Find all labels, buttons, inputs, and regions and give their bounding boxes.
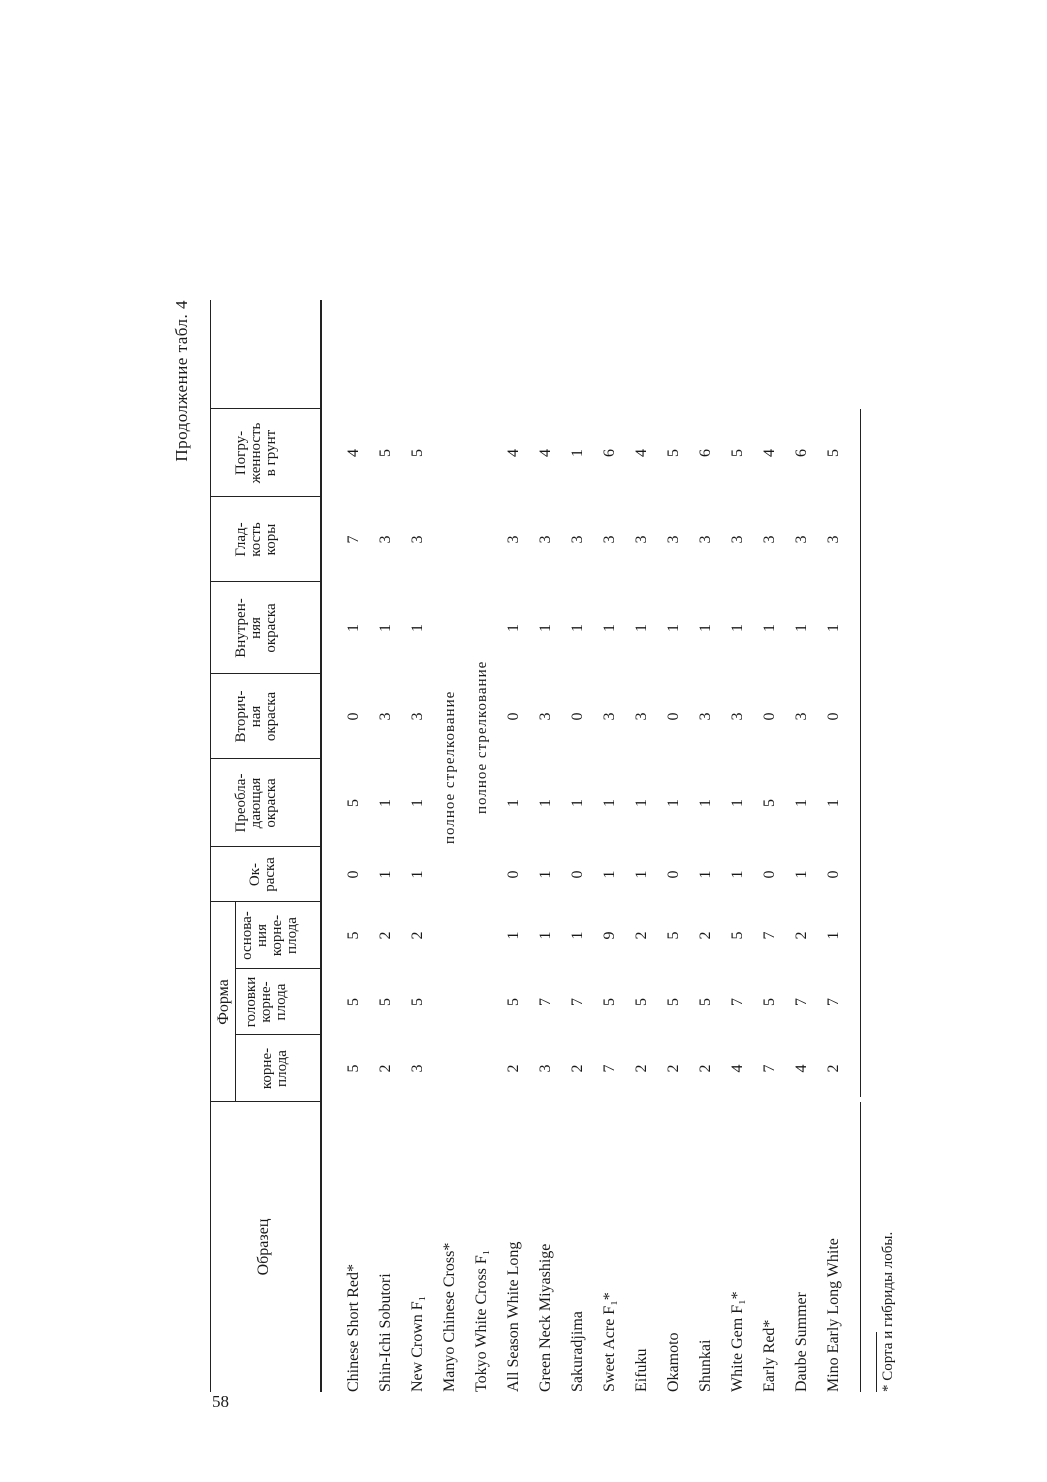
- value-internal: 1: [569, 624, 586, 632]
- value-predominant: 1: [793, 799, 810, 807]
- value-base: 5: [345, 931, 362, 940]
- value-okraska: 0: [505, 870, 522, 879]
- value-smoothness: 3: [825, 535, 842, 544]
- value-okraska: 0: [569, 870, 586, 879]
- value-head: 7: [537, 998, 554, 1006]
- value-okraska: 0: [345, 870, 362, 879]
- value-smoothness: 3: [697, 535, 714, 544]
- value-smoothness: 7: [345, 535, 362, 544]
- value-okraska: 1: [377, 870, 394, 879]
- row-sample-name: Sakuradjima: [569, 1311, 586, 1392]
- value-base: 2: [633, 931, 650, 940]
- table-row: [722, 300, 754, 1392]
- value-secondary: 3: [793, 712, 810, 721]
- value-base: 2: [793, 931, 810, 940]
- value-immersion: 4: [537, 449, 554, 457]
- value-immersion: 5: [825, 449, 842, 457]
- header-bottom-rule: [320, 300, 322, 1392]
- table-row: [370, 300, 402, 1392]
- row-sample-name: Chinese Short Red*: [345, 1264, 362, 1392]
- table-row: [338, 300, 370, 1392]
- value-base: 2: [697, 931, 714, 940]
- value-smoothness: 3: [601, 535, 618, 544]
- value-immersion: 5: [409, 449, 426, 457]
- value-predominant: 5: [761, 799, 778, 807]
- value-smoothness: 3: [665, 535, 682, 544]
- value-root: 4: [793, 1064, 810, 1073]
- table-row: [530, 300, 562, 1392]
- value-internal: 1: [345, 624, 362, 632]
- value-smoothness: 3: [505, 535, 522, 544]
- header-root: корне- плода: [259, 1047, 290, 1090]
- value-root: 2: [377, 1064, 394, 1073]
- value-root: 3: [537, 1064, 554, 1073]
- header-head: головки корне- плода: [243, 976, 289, 1028]
- row-sample-name: White Gem F₁*: [729, 1291, 746, 1392]
- value-base: 1: [537, 931, 554, 940]
- row-sample-name: Green Neck Miyashige: [537, 1243, 554, 1392]
- value-predominant: 1: [537, 799, 554, 807]
- value-okraska: 0: [761, 870, 778, 879]
- value-secondary: 0: [569, 712, 586, 721]
- table-row: [658, 300, 690, 1392]
- value-secondary: 3: [633, 712, 650, 721]
- value-predominant: 1: [409, 799, 426, 807]
- value-internal: 1: [825, 624, 842, 632]
- row-sample-name: Sweet Acre F₁*: [601, 1292, 618, 1392]
- row-sample-name: Daube Summer: [793, 1292, 810, 1392]
- value-head: 5: [409, 998, 426, 1006]
- value-okraska: 1: [601, 870, 618, 879]
- value-smoothness: 3: [633, 535, 650, 544]
- value-okraska: 1: [633, 870, 650, 879]
- row-sample-name: Shin-Ichi Sobutori: [377, 1273, 394, 1392]
- value-base: 1: [505, 931, 522, 940]
- value-immersion: 4: [761, 449, 778, 457]
- value-root: 7: [761, 1064, 778, 1073]
- value-head: 5: [345, 998, 362, 1006]
- header-predominant: Преобла- дающая окраска: [233, 773, 279, 833]
- value-smoothness: 3: [409, 535, 426, 544]
- value-base: 2: [409, 931, 426, 940]
- value-head: 5: [377, 998, 394, 1006]
- value-root: 2: [697, 1064, 714, 1073]
- value-predominant: 1: [377, 799, 394, 807]
- header-secondary: Вторич- ная окраска: [233, 690, 279, 743]
- value-internal: 1: [697, 624, 714, 632]
- value-root: 4: [729, 1064, 746, 1073]
- value-base: 7: [761, 931, 778, 940]
- value-smoothness: 3: [537, 535, 554, 544]
- value-immersion: 6: [601, 449, 618, 457]
- value-predominant: 1: [601, 799, 618, 807]
- table-row: [818, 300, 850, 1392]
- value-root: 2: [505, 1064, 522, 1073]
- value-smoothness: 3: [793, 535, 810, 544]
- value-head: 7: [793, 998, 810, 1006]
- value-internal: 1: [409, 624, 426, 632]
- value-immersion: 4: [505, 449, 522, 457]
- table-title: Продолжение табл. 4: [172, 300, 191, 462]
- value-root: 2: [633, 1064, 650, 1073]
- value-secondary: 0: [345, 712, 362, 721]
- value-okraska: 0: [665, 870, 682, 879]
- value-immersion: 1: [569, 449, 586, 457]
- value-root: 2: [665, 1064, 682, 1073]
- value-secondary: 3: [601, 712, 618, 721]
- value-head: 7: [729, 998, 746, 1006]
- value-predominant: 1: [825, 799, 842, 807]
- row-sample-name: Manyo Chinese Cross*: [441, 1242, 458, 1392]
- header-okraska: Ок- раска: [247, 857, 278, 892]
- value-base: 5: [729, 931, 746, 940]
- value-immersion: 5: [377, 449, 394, 457]
- page-number: 58: [212, 1392, 229, 1411]
- value-internal: 1: [793, 624, 810, 632]
- span-note: полное стрелкование: [442, 690, 458, 844]
- value-internal: 1: [665, 624, 682, 632]
- value-head: 7: [825, 998, 842, 1006]
- value-immersion: 4: [345, 449, 362, 457]
- row-sample-name: All Season White Long: [505, 1241, 522, 1392]
- value-immersion: 6: [793, 449, 810, 457]
- header-smoothness: Глад- кость коры: [233, 522, 279, 557]
- value-smoothness: 3: [569, 535, 586, 544]
- value-internal: 1: [761, 624, 778, 632]
- value-base: 1: [825, 931, 842, 940]
- value-predominant: 1: [569, 799, 586, 807]
- table-row: [466, 300, 498, 1392]
- value-secondary: 0: [505, 712, 522, 721]
- row-sample-name: Tokyo White Cross F₁: [473, 1249, 490, 1392]
- value-base: 5: [665, 931, 682, 940]
- table-row: [690, 300, 722, 1392]
- value-secondary: 3: [697, 712, 714, 721]
- value-okraska: 1: [697, 870, 714, 879]
- value-smoothness: 3: [761, 535, 778, 544]
- value-secondary: 3: [409, 712, 426, 721]
- value-head: 5: [761, 998, 778, 1006]
- value-internal: 1: [537, 624, 554, 632]
- value-head: 5: [633, 998, 650, 1006]
- value-internal: 1: [505, 624, 522, 632]
- value-smoothness: 3: [729, 535, 746, 544]
- header-forma-group: Форма: [215, 979, 232, 1025]
- table-row: [402, 300, 434, 1392]
- value-okraska: 0: [825, 870, 842, 879]
- table-row: [498, 300, 530, 1392]
- value-internal: 1: [601, 624, 618, 632]
- value-internal: 1: [377, 624, 394, 632]
- value-predominant: 1: [729, 799, 746, 807]
- value-head: 5: [697, 998, 714, 1006]
- value-predominant: 5: [345, 799, 362, 807]
- value-root: 2: [569, 1064, 586, 1073]
- value-okraska: 1: [793, 870, 810, 879]
- value-base: 9: [601, 931, 618, 940]
- value-head: 5: [665, 998, 682, 1006]
- value-smoothness: 3: [377, 535, 394, 544]
- value-internal: 1: [633, 624, 650, 632]
- value-base: 2: [377, 931, 394, 940]
- value-internal: 1: [729, 624, 746, 632]
- table-row: [754, 300, 786, 1392]
- table-row: [786, 300, 818, 1392]
- value-immersion: 6: [697, 449, 714, 457]
- value-root: 5: [345, 1064, 362, 1073]
- footnote: * Сорта и гибриды лобы.: [880, 1231, 896, 1392]
- header-sample: Образец: [255, 1218, 272, 1276]
- value-secondary: 0: [761, 712, 778, 721]
- header-base: основа- ния корне- плода: [239, 911, 300, 960]
- value-okraska: 1: [537, 870, 554, 879]
- value-okraska: 1: [409, 870, 426, 879]
- header-internal: Внутрен- няя окраска: [233, 598, 279, 658]
- value-secondary: 3: [377, 712, 394, 721]
- value-predominant: 1: [697, 799, 714, 807]
- value-secondary: 3: [537, 712, 554, 721]
- value-root: 2: [825, 1064, 842, 1073]
- value-root: 7: [601, 1064, 618, 1073]
- row-sample-name: Early Red*: [761, 1319, 778, 1392]
- table-row: [594, 300, 626, 1392]
- value-immersion: 4: [633, 449, 650, 457]
- value-predominant: 1: [505, 799, 522, 807]
- table-row: [434, 300, 466, 1392]
- value-secondary: 0: [825, 712, 842, 721]
- value-secondary: 3: [729, 712, 746, 721]
- value-root: 3: [409, 1064, 426, 1073]
- value-head: 7: [569, 998, 586, 1006]
- row-sample-name: Mino Early Long White: [825, 1238, 842, 1392]
- value-predominant: 1: [633, 799, 650, 807]
- value-immersion: 5: [665, 449, 682, 457]
- row-sample-name: Shunkai: [697, 1339, 714, 1392]
- header-immersion: Погру- женность в грунт: [233, 422, 279, 484]
- row-sample-name: Okamoto: [665, 1332, 682, 1392]
- table-bottom-rule: [860, 1102, 861, 1392]
- value-immersion: 5: [729, 449, 746, 457]
- row-sample-name: New Crown F₁: [409, 1295, 426, 1392]
- value-predominant: 1: [665, 799, 682, 807]
- row-sample-name: Eifuku: [633, 1348, 650, 1392]
- table-bottom-rule: [860, 409, 861, 1097]
- span-note: полное стрелкование: [474, 660, 490, 814]
- value-head: 5: [505, 998, 522, 1006]
- value-okraska: 1: [729, 870, 746, 879]
- rotated-table-page: [148, 292, 988, 1392]
- footnote-rule: [876, 1332, 877, 1392]
- table-row: [562, 300, 594, 1392]
- value-secondary: 0: [665, 712, 682, 721]
- table-row: [626, 300, 658, 1392]
- value-base: 1: [569, 931, 586, 940]
- forma-group-rule: [235, 902, 236, 1102]
- value-head: 5: [601, 998, 618, 1006]
